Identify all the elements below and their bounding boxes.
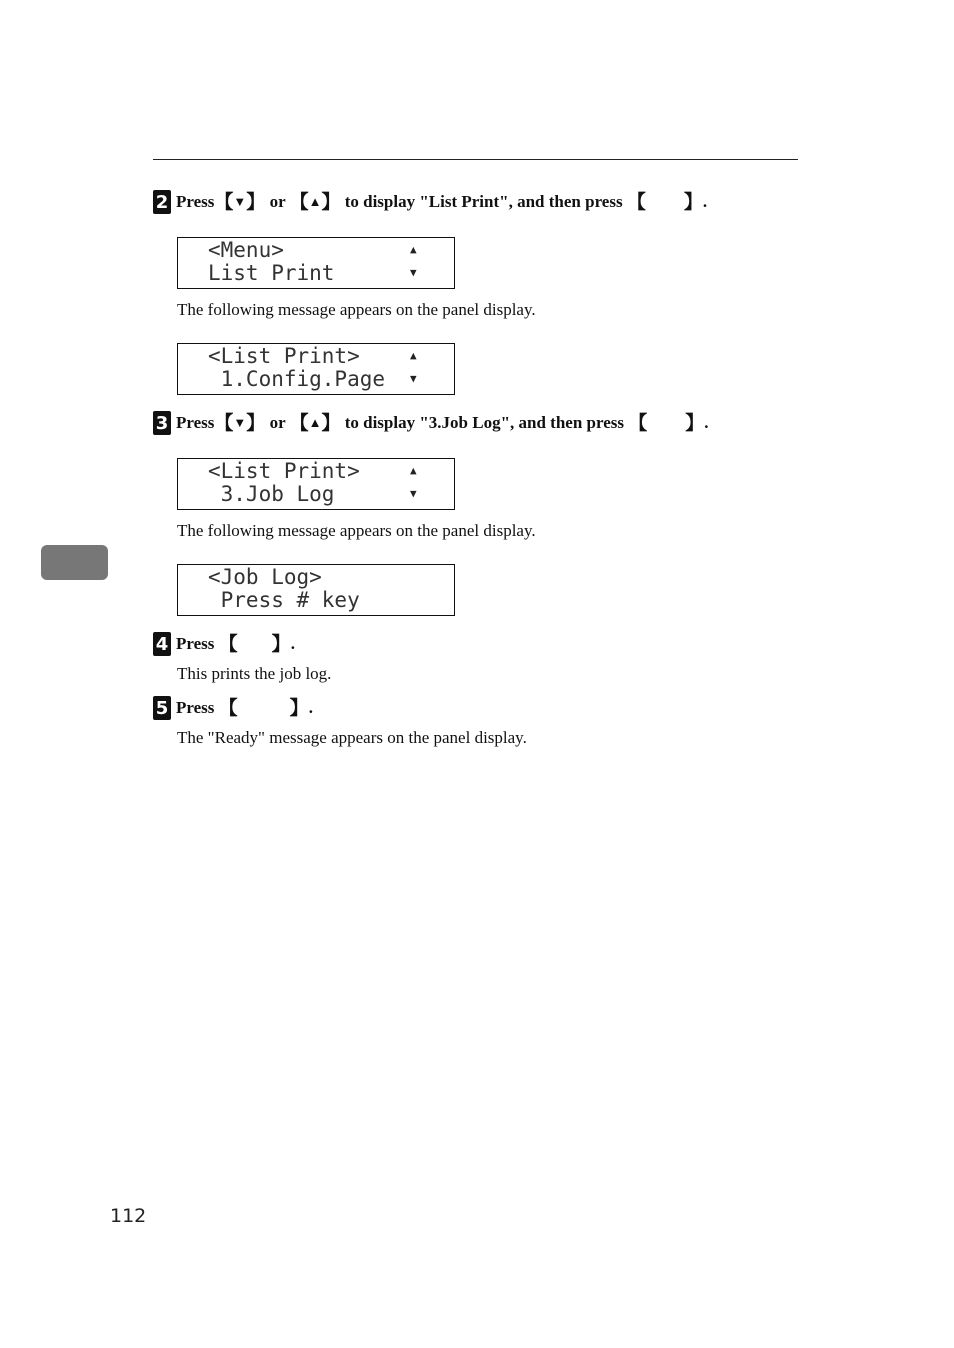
display-line-1: <List Print>: [208, 459, 360, 483]
down-arrow-icon: ▼: [410, 487, 417, 500]
header-rule: [153, 159, 798, 160]
bracket-open: 【: [626, 191, 646, 213]
display-line-1: <Menu>: [208, 238, 284, 262]
panel-display-list-print-job-log: [177, 458, 455, 510]
step-number-4: 4: [153, 632, 171, 656]
bracket-close: 】: [321, 191, 341, 213]
paragraph-after-step-4: This prints the job log.: [177, 664, 332, 683]
step-3-end: .: [704, 413, 709, 432]
down-arrow-key: ▼: [233, 415, 247, 430]
paragraph-after-step-3: The following message appears on the panel display.: [177, 521, 536, 540]
display-line-2: Press # key: [208, 588, 360, 612]
step-number-2: 2: [153, 190, 171, 214]
paragraph-after-step-5: The "Ready" message appears on the panel display.: [177, 728, 527, 747]
step-5: [153, 695, 313, 721]
down-arrow-icon: ▼: [410, 372, 417, 385]
bracket-close: 】: [246, 412, 266, 434]
up-arrow-key: ▲: [308, 194, 322, 209]
up-arrow-icon: ▲: [410, 243, 417, 256]
display-line-1: <Job Log>: [208, 565, 322, 589]
bracket-open: 【: [218, 697, 238, 719]
step-2-end: .: [702, 192, 708, 211]
bracket-open: 【: [218, 633, 238, 655]
display-line-1: <List Print>: [208, 344, 360, 368]
panel-display-list-print-config: [177, 343, 455, 395]
bracket-open: 【: [214, 412, 234, 434]
bracket-open: 【: [214, 191, 234, 213]
display-line-2: List Print: [208, 261, 335, 285]
step-2-text-before: Press: [176, 192, 215, 211]
up-arrow-icon: ▲: [410, 464, 417, 477]
bracket-close: 】: [246, 191, 266, 213]
step-number-5: 5: [153, 696, 171, 720]
step-3-text-after: to display "3.Job Log", and then press: [340, 413, 629, 432]
step-2-or: or: [265, 192, 290, 211]
step-2: [153, 189, 707, 215]
down-arrow-key: ▼: [233, 194, 247, 209]
step-2-text-after: to display "List Print", and then press: [340, 192, 627, 211]
bracket-open: 【: [289, 191, 309, 213]
panel-display-menu: [177, 237, 455, 289]
step-5-end: .: [308, 698, 313, 717]
paragraph-after-step-2: The following message appears on the panel display.: [177, 300, 536, 319]
bracket-close: 】: [685, 412, 705, 434]
down-arrow-icon: ▼: [410, 266, 417, 279]
step-4-text-before: Press: [176, 634, 219, 653]
bracket-close: 】: [683, 191, 703, 213]
bracket-open: 【: [289, 412, 309, 434]
display-line-2: 3.Job Log: [208, 482, 335, 506]
bracket-close: 】: [271, 633, 291, 655]
bracket-close: 】: [289, 697, 309, 719]
step-3-or: or: [265, 413, 290, 432]
chapter-tab: [41, 545, 108, 580]
step-number-3: 3: [153, 411, 171, 435]
step-4-end: .: [290, 634, 295, 653]
display-line-2: 1.Config.Page: [208, 367, 386, 391]
step-4: [153, 631, 295, 657]
up-arrow-key: ▲: [308, 415, 322, 430]
page-number: 112: [110, 1205, 147, 1227]
step-3-text-before: Press: [176, 413, 215, 432]
up-arrow-icon: ▲: [410, 349, 417, 362]
panel-display-job-log: [177, 564, 455, 616]
bracket-open: 【: [628, 412, 648, 434]
step-3: [153, 410, 709, 436]
bracket-close: 】: [321, 412, 341, 434]
step-5-text-before: Press: [176, 698, 219, 717]
